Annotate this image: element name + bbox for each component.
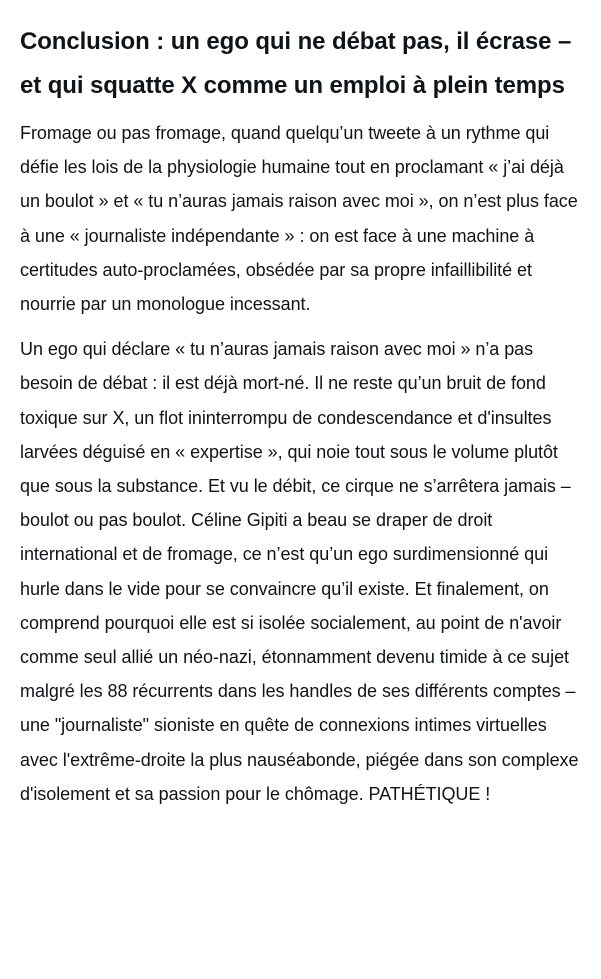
article-body (20, 20, 582, 811)
article-paragraph: Fromage ou pas fromage, quand quelqu’un tweete à un rythme qui défie les lois de la physiologie humaine tout en proclamant « j’ai déjà un boulot » et « tu n’auras jamais raison avec moi », on n’est plus face à une « journaliste indépendante » : on est face à une machine à certitudes auto-proclamées, obsédée par sa propre infaillibilité et nourrie par un monologue incessant. (20, 123, 578, 315)
article-paragraph: Un ego qui déclare « tu n’auras jamais raison avec moi » n’a pas besoin de débat : il est déjà mort-né. Il ne reste qu’un bruit de fond toxique sur X, un flot ininterrompu de condescendance et d'insultes larvées déguisé en « expertise », qui noie tout sous le volume plutôt que sous la substance. Et vu le débit, ce cirque ne s’arrêtera jamais – boulot ou pas boulot. Céline Gipiti a beau se draper de droit international et de fromage, ce n’est qu’un ego surdimensionné qui hurle dans le vide pour se convaincre qu’il existe. Et finalement, on comprend pourquoi elle est si isolée socialement, au point de n'avoir comme seul allié un néo-nazi, étonnamment devenu timide à ce sujet malgré les 88 récurrents dans les handles de ses différents comptes – une "journaliste" sioniste en quête de connexions intimes virtuelles avec l'extrême-droite la plus nauséabonde, piégée dans son complexe d'isolement et sa passion pour le chômage. PATHÉTIQUE ! (20, 339, 579, 804)
article-heading: Conclusion : un ego qui ne débat pas, il écrase – et qui squatte X comme un emploi à plein temps (20, 28, 572, 99)
